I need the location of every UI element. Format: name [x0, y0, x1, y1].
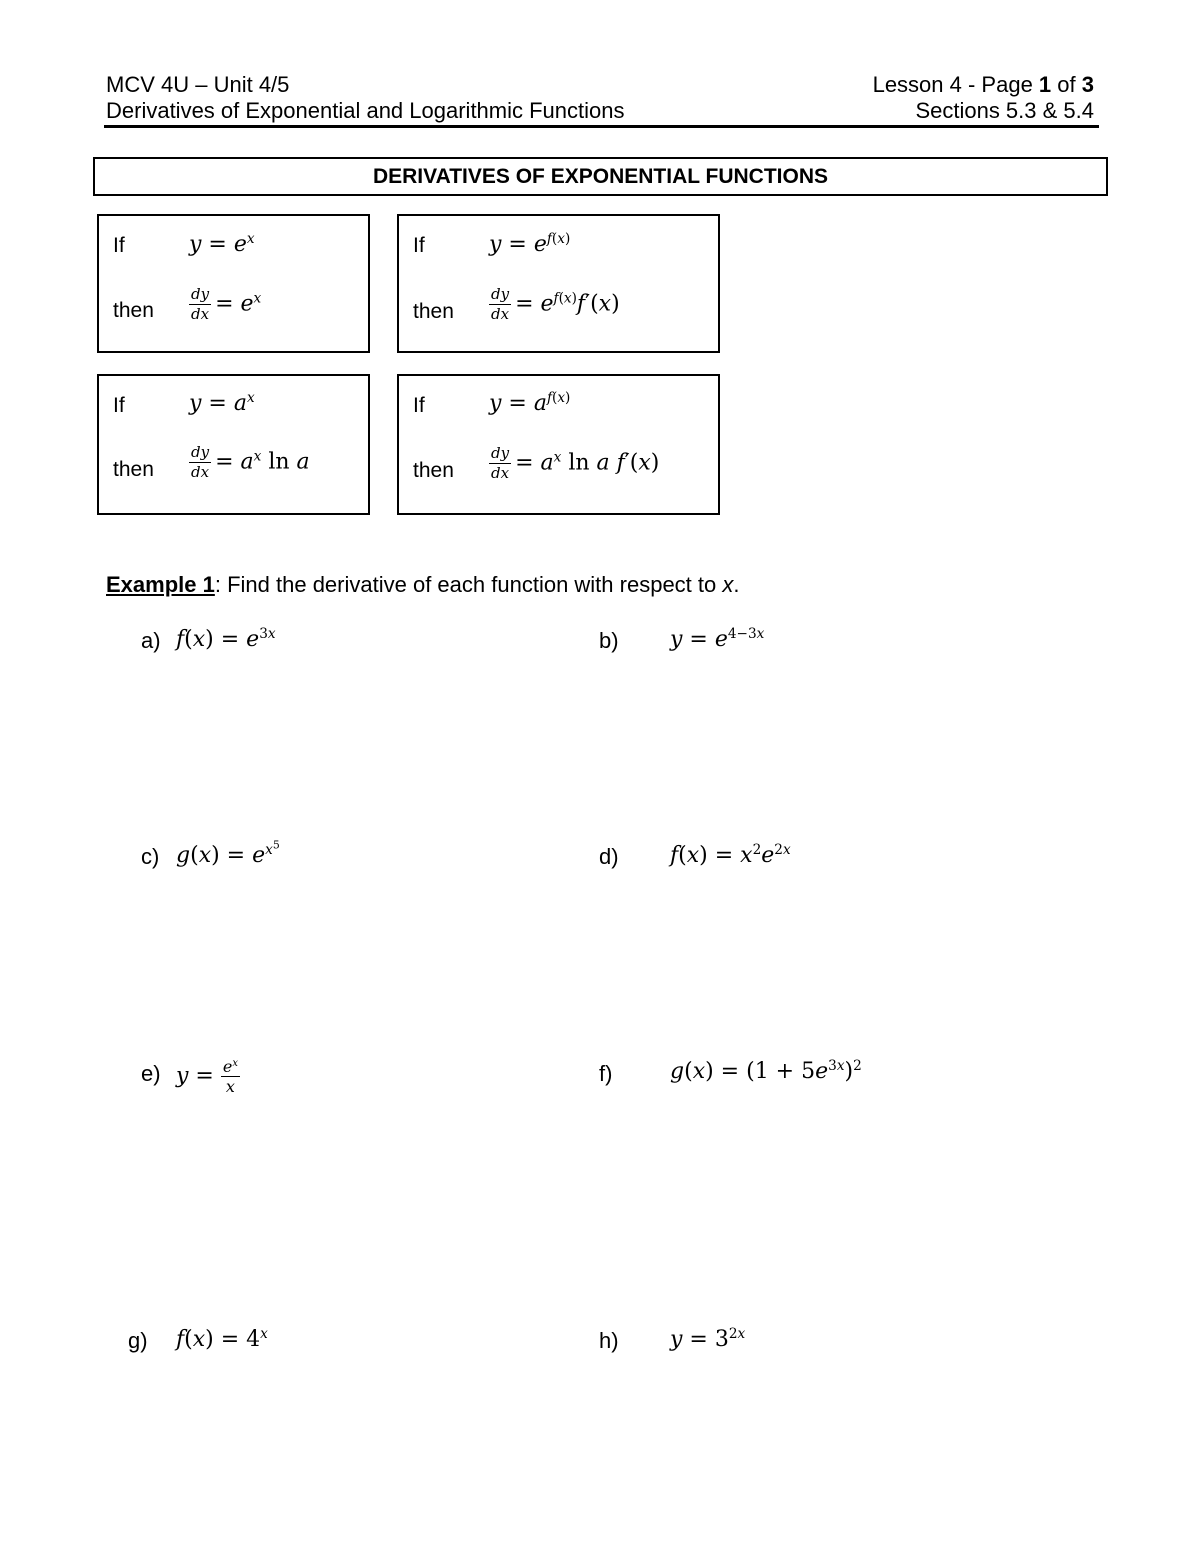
formula-y-equals-e-fx: $y = e^{f(x)}$: [489, 230, 571, 257]
problem-b-formula: $y = e^{4-3x}$: [670, 625, 765, 652]
formula-derivative-e-x: $\frac{dy}{dx}$ = $e^x$: [191, 285, 262, 323]
course-title: MCV 4U – Unit 4/5: [106, 72, 290, 97]
page-number: 1: [1038, 72, 1052, 97]
sections-ref: Sections 5.3 & 5.4: [915, 98, 1094, 123]
problem-e-formula: y = $\frac{e^x}{x}$: [176, 1057, 238, 1096]
item-label-a: a): [141, 628, 161, 653]
example-heading: Example 1: Find the derivative of each function with respect to x.: [106, 572, 740, 597]
example-label: Example 1: [106, 572, 215, 597]
header-left: [106, 72, 625, 124]
lesson-page: Lesson 4 - Page 1 of 3: [872, 72, 1094, 97]
rule-box-general: [97, 374, 370, 515]
item-label-d: d): [599, 844, 619, 869]
then-label: then: [413, 300, 454, 323]
item-label-b: b): [599, 628, 619, 653]
unit-topic: Derivatives of Exponential and Logarithmic Functions: [106, 98, 625, 123]
formula-derivative-a-x: $\frac{dy}{dx}$ = $a^x$ ln a: [191, 443, 310, 481]
item-label-e: e): [141, 1061, 161, 1086]
item-label-f: f): [599, 1061, 613, 1086]
formula-derivative-e-fx: $\frac{dy}{dx}$ = $e^{f(x)}f'(x)$: [491, 285, 620, 323]
formula-derivative-a-fx: $\frac{dy}{dx}$ = $a^x$ ln a f′(x): [491, 444, 660, 482]
if-label: If: [413, 234, 425, 257]
item-label-g: g): [128, 1328, 148, 1353]
header-right: [873, 72, 1094, 124]
if-label: If: [413, 394, 425, 417]
formula-y-equals-e-x: $y = e^x$: [189, 230, 255, 257]
problem-d-formula: $f(x) = x^2e^{2x}$: [670, 841, 791, 868]
then-label: then: [113, 299, 154, 322]
rule-box-exp-chain: [397, 214, 720, 353]
if-label: If: [113, 394, 125, 417]
formula-y-equals-a-fx: $y = a^{f(x)}$: [489, 389, 571, 416]
item-label-h: h): [599, 1328, 619, 1353]
problem-a-formula: $f(x) = e^{3x}$: [176, 625, 276, 652]
rule-box-exp: [97, 214, 370, 353]
problem-c-formula: $g(x) = e^{x^5}$: [176, 838, 280, 868]
then-label: then: [413, 459, 454, 482]
problem-h-formula: $y = 3^{2x}$: [670, 1325, 746, 1352]
header-rule: [104, 125, 1099, 128]
rule-box-general-chain: [397, 374, 720, 515]
page-total: 3: [1081, 72, 1094, 97]
item-label-c: c): [141, 844, 160, 869]
if-label: If: [113, 234, 125, 257]
problem-g-formula: $f(x) = 4^x$: [176, 1325, 268, 1352]
then-label: then: [113, 458, 154, 481]
problem-f-formula: $g(x) = (1 + 5e^{3x})^2$: [670, 1057, 862, 1084]
section-title-box: [93, 157, 1108, 196]
example-instruction: Find the derivative of each function with respect to: [227, 572, 723, 597]
example-variable: x: [722, 572, 734, 597]
section-title: DERIVATIVES OF EXPONENTIAL FUNCTIONS: [372, 164, 829, 188]
formula-y-equals-a-x: $y = a^x$: [189, 389, 255, 416]
